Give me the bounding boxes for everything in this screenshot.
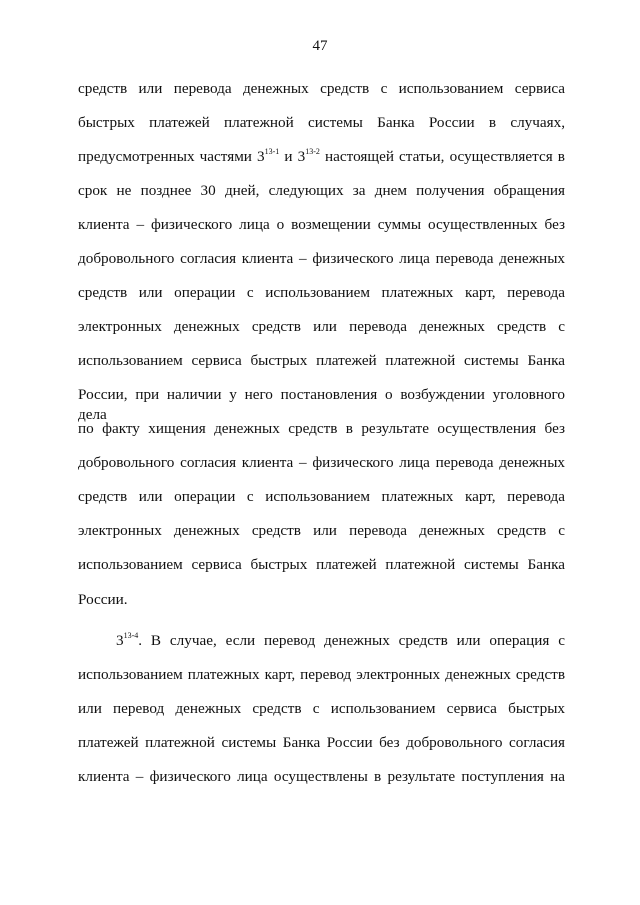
text-line: по факту хищения денежных средств в результате осуществления без <box>78 420 565 437</box>
text-line: использованием сервиса быстрых платежей платежной системы Банка <box>78 352 565 369</box>
text-line: быстрых платежей платежной системы Банка России в случаях, <box>78 114 565 131</box>
text-line: России. <box>78 591 128 608</box>
text-line: средств или операции с использованием платежных карт, перевода <box>78 284 565 301</box>
text-line: или перевод денежных средств с использованием сервиса быстрых <box>78 700 565 717</box>
text-line: России, при наличии у него постановления о возбуждении уголовного дела <box>78 386 565 423</box>
text-line: клиента – физического лица осуществлены в результате поступления на <box>78 768 565 785</box>
superscript: 13-2 <box>305 147 320 156</box>
text-line: добровольного согласия клиента – физического лица перевода денежных <box>78 454 565 471</box>
text-fragment: предусмотренных частями 3 <box>78 148 265 165</box>
text-fragment: и 3 <box>279 148 306 165</box>
text-line: добровольного согласия клиента – физического лица перевода денежных <box>78 250 565 267</box>
text-fragment: . В случае, если перевод денежных средств или операция с <box>138 632 565 649</box>
clause-number: 3 <box>116 632 124 649</box>
text-line <box>78 147 565 167</box>
text-line: использованием сервиса быстрых платежей платежной системы Банка <box>78 556 565 573</box>
text-line: электронных денежных средств или перевода денежных средств с <box>78 318 565 335</box>
page-number: 47 <box>312 38 328 54</box>
text-fragment: настоящей статьи, осуществляется в <box>319 148 565 165</box>
superscript: 13-1 <box>264 147 280 156</box>
text-line: электронных денежных средств или перевода денежных средств с <box>78 522 565 539</box>
text-line: средств или перевода денежных средств с использованием сервиса <box>78 80 565 97</box>
text-line: срок не позднее 30 дней, следующих за днем получения обращения <box>78 182 565 199</box>
text-line: клиента – физического лица о возмещении суммы осуществленных без <box>78 216 565 233</box>
text-line: использованием платежных карт, перевод электронных денежных средств <box>78 666 565 683</box>
superscript: 13-4 <box>123 631 139 640</box>
paragraph-first-line <box>116 631 565 651</box>
text-line: средств или операции с использованием платежных карт, перевода <box>78 488 565 505</box>
text-line: платежей платежной системы Банка России без добровольного согласия <box>78 734 565 751</box>
